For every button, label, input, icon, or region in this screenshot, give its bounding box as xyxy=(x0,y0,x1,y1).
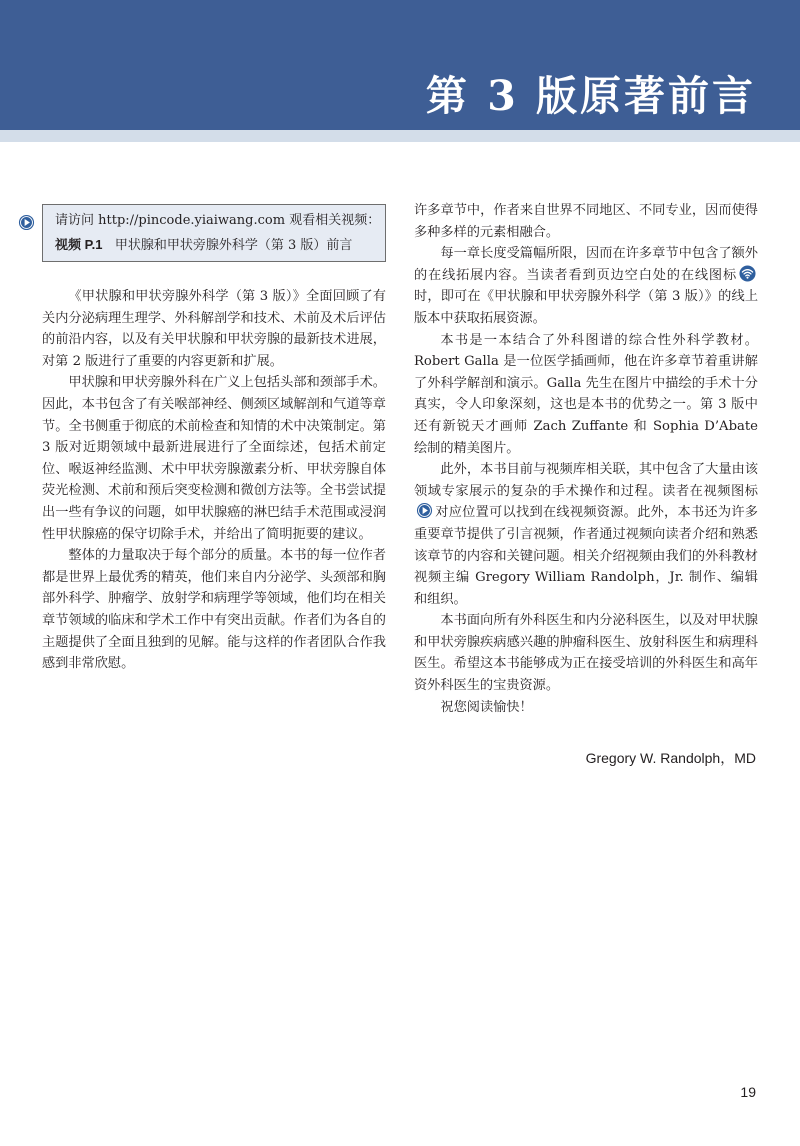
left-column xyxy=(42,286,386,675)
video-clip-title: 甲状腺和甲状旁腺外科学（第 3 版）前言 xyxy=(114,238,353,253)
paragraph: 《甲状腺和甲状旁腺外科学（第 3 版）》全面回顾了有关内分泌病理生理学、外科解剖学和技术、术前及术后评估的前沿内容，以及有关甲状腺和甲状旁腺的最新技术进展，对第 2 版进行了重要的内容更新和扩展。 xyxy=(42,289,386,369)
paragraph xyxy=(414,243,758,329)
video-clip-id: 视频 P.1 xyxy=(55,237,103,252)
paragraph: 甲状腺和甲状旁腺外科在广义上包括头部和颈部手术。因此，本书包含了有关喉部神经、侧颈区域解剖和气道等章节。全书侧重于彻底的术前检查和知情的术中决策制定。第 3 版对近期领域中最新进展进行了全面综述，包括术前定位、喉返神经监测、术中甲状旁腺激素分析、甲状旁腺自体荧光检测、术前和预后突变检测和微创方法等。全书尝试提出一些有争议的问题，如甲状腺癌的淋巴结手术范围或浸润性甲状腺癌的保守切除手术，并给出了简明扼要的建议。 xyxy=(42,375,386,542)
play-circle-icon xyxy=(416,502,433,519)
play-circle-icon[interactable] xyxy=(18,214,35,231)
paragraph-text: 时，即可在《甲状腺和甲状旁腺外科学（第 3 版）》的线上版本中获取拓展资源。 xyxy=(414,289,758,326)
paragraph: 祝您阅读愉快！ xyxy=(440,699,533,715)
right-column xyxy=(414,200,758,718)
page-title: 第 3 版原著前言 xyxy=(425,72,756,120)
video-link-box[interactable] xyxy=(42,204,386,262)
paragraph: 整体的力量取决于每个部分的质量。本书的每一位作者都是世界上最优秀的精英，他们来自内分泌学、头颈部和胸部外科学、肿瘤学、放射学和病理学等领域，他们均在相关章节领域的临床和学术工作中有突出贡献。作者们为各自的主题提供了全面且独到的见解。能与这样的作者团队合作我感到非常欣慰。 xyxy=(42,548,386,672)
header-rule xyxy=(0,130,800,142)
paragraph: 许多章节中，作者来自世界不同地区、不同专业，因而使得多种多样的元素相融合。 xyxy=(414,203,758,240)
paragraph-text: 对应位置可以找到在线视频资源。此外，本书还为许多重要章节提供了引言视频，作者通过视频向读者介绍和熟悉该章节的内容和关键问题。相关介绍视频由我们的外科教材视频主编 Gregory William Randolph，Jr. 制作、编辑和组织。 xyxy=(414,505,758,607)
video-link-text[interactable]: 请访问 http://pincode.yiaiwang.com 观看相关视频： xyxy=(55,213,381,228)
paragraph: 本书是一本结合了外科图谱的综合性外科学教材。Robert Galla 是一位医学插画师，他在许多章节着重讲解了外科学解剖和演示。Galla 先生在图片中描绘的手术十分真实，令人印象深刻，这也是本书的优势之一。第 3 版中还有新锐天才画师 Zach Zuffante 和 Sophia D’Abate 绘制的精美图片。 xyxy=(414,332,758,456)
wifi-icon xyxy=(739,265,756,282)
paragraph-text: 此外，本书目前与视频库相关联，其中包含了大量由该领域专家展示的复杂的手术操作和过程。读者在视频图标 xyxy=(414,462,758,499)
author-signature: Gregory W. Randolph，MD xyxy=(585,750,756,766)
page-number: 19 xyxy=(740,1084,756,1100)
video-clip-line xyxy=(55,233,385,258)
paragraph-text: 每一章长度受篇幅所限，因而在许多章节中包含了额外的在线拓展内容。当读者看到页边空白处的在线图标 xyxy=(414,246,758,283)
paragraph: 本书面向所有外科医生和内分泌科医生，以及对甲状腺和甲状旁腺疾病感兴趣的肿瘤科医生、放射科医生和病理科医生。希望这本书能够成为正在接受培训的外科医生和高年资外科医生的宝贵资源。 xyxy=(414,613,758,694)
paragraph xyxy=(414,459,758,610)
